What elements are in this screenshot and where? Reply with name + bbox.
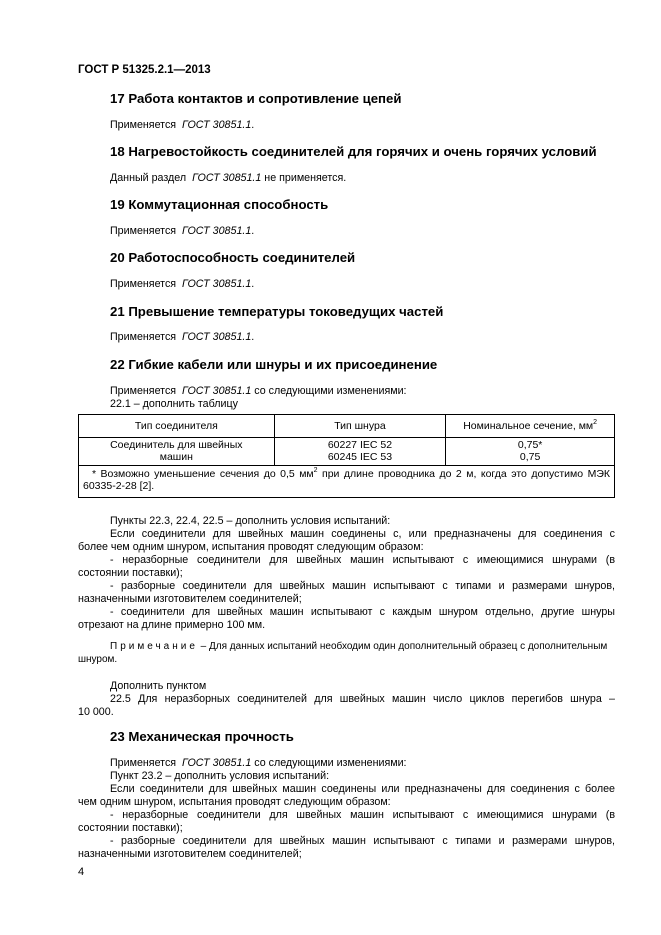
standard-ref: ГОСТ 30851.1 bbox=[182, 119, 252, 131]
standard-ref: ГОСТ 30851.1 bbox=[182, 757, 252, 769]
list-item: состоянии поставки); bbox=[78, 822, 183, 834]
header-connector-type: Тип соединителя bbox=[79, 415, 275, 438]
section-19-title: 19 Коммутационная способность bbox=[110, 197, 329, 212]
cell-cord-type: 60227 IEC 52 60245 IEC 53 bbox=[274, 438, 446, 466]
note-continuation: шнуром. bbox=[78, 654, 118, 665]
list-item: назначенными изготовителем соединителей; bbox=[78, 593, 302, 605]
section-22-title: 22 Гибкие кабели или шнуры и их присоединение bbox=[110, 357, 438, 372]
paragraph: 22.5 Для неразборных соединителей для швейных машин число циклов перегибов шнура – bbox=[110, 693, 615, 705]
section-22-table-intro: 22.1 – дополнить таблицу bbox=[110, 398, 238, 410]
section-21-text: Применяется ГОСТ 30851.1. bbox=[110, 331, 255, 343]
list-item: состоянии поставки); bbox=[78, 567, 183, 579]
cell-connector-type: Соединитель для швейных машин bbox=[79, 438, 275, 466]
list-item: - разборные соединители для швейных машин испытывают с типами и размерами шнуров, bbox=[110, 580, 615, 592]
section-20-title: 20 Работоспособность соединителей bbox=[110, 250, 356, 265]
paragraph: Если соединители для швейных машин соединены с, или предназначены для соединения с bbox=[110, 528, 615, 540]
header-cord-type: Тип шнура bbox=[274, 415, 446, 438]
note-label: Примечание bbox=[110, 641, 198, 652]
standard-ref: ГОСТ 30851.1 bbox=[182, 225, 252, 237]
table-row bbox=[79, 438, 615, 466]
list-item: отрезают на длине примерно 100 мм. bbox=[78, 619, 266, 631]
list-item: - соединители для швейных машин испытывают с каждым шнуром отдельно, другие шнуры bbox=[110, 606, 615, 618]
standard-ref: ГОСТ 30851.1 bbox=[182, 278, 252, 290]
section-20-text: Применяется ГОСТ 30851.1. bbox=[110, 278, 255, 290]
cell-cross-section: 0,75* 0,75 bbox=[446, 438, 615, 466]
table-footnote-row bbox=[79, 466, 615, 498]
paragraph: более чем одним шнуром, испытания проводят следующим образом: bbox=[78, 541, 424, 553]
paragraph: Дополнить пунктом bbox=[110, 680, 207, 692]
paragraph: Если соединители для швейных машин соединены или предназначены для соединения с более bbox=[110, 783, 615, 795]
document-header: ГОСТ Р 51325.2.1—2013 bbox=[78, 64, 211, 76]
section-23-title: 23 Механическая прочность bbox=[110, 729, 294, 744]
connector-table bbox=[78, 414, 615, 498]
standard-ref: ГОСТ 30851.1 bbox=[182, 385, 252, 397]
paragraph: чем одним шнуром, испытания проводят следующим образом: bbox=[78, 796, 391, 808]
text-prefix: Применяется bbox=[110, 119, 177, 131]
list-item: - разборные соединители для швейных машин испытывают с типами и размерами шнуров, bbox=[110, 835, 615, 847]
section-17-title: 17 Работа контактов и сопротивление цепей bbox=[110, 91, 402, 106]
section-17-text: Применяется ГОСТ 30851.1. bbox=[110, 119, 255, 131]
standard-ref: ГОСТ 30851.1 bbox=[192, 172, 262, 184]
section-19-text: Применяется ГОСТ 30851.1. bbox=[110, 225, 255, 237]
list-item: - неразборные соединители для швейных машин испытывают с имеющимися шнурами (в bbox=[110, 809, 615, 821]
list-item: - неразборные соединители для швейных машин испытывают с имеющимися шнурами (в bbox=[110, 554, 615, 566]
page-number: 4 bbox=[78, 866, 85, 878]
paragraph: Пункты 22.3, 22.4, 22.5 – дополнить условия испытаний: bbox=[110, 515, 391, 527]
table-header-row bbox=[79, 415, 615, 438]
standard-ref: ГОСТ 30851.1 bbox=[182, 331, 252, 343]
list-item: назначенными изготовителем соединителей; bbox=[78, 848, 302, 860]
note: Примечание – Для данных испытаний необходим один дополнительный образец с дополнительным bbox=[110, 641, 608, 652]
section-18-text: Данный раздел ГОСТ 30851.1 не применяется. bbox=[110, 172, 347, 184]
section-23-intro: Применяется ГОСТ 30851.1 со следующими изменениями: bbox=[110, 757, 407, 769]
paragraph: Пункт 23.2 – дополнить условия испытаний: bbox=[110, 770, 330, 782]
section-18-title: 18 Нагревостойкость соединителей для горячих и очень горячих условий bbox=[110, 144, 597, 159]
paragraph: 10 000. bbox=[78, 706, 114, 718]
section-21-title: 21 Превышение температуры токоведущих частей bbox=[110, 304, 444, 319]
section-22-intro: Применяется ГОСТ 30851.1 со следующими изменениями: bbox=[110, 385, 407, 397]
table-footnote: * Возможно уменьшение сечения до 0,5 $мм^2$ при длине проводника до 2 м, когда это допустимо МЭК 60335-2-28 [2]. bbox=[79, 466, 615, 498]
header-cross-section: Номинальное сечение, $мм^2$ bbox=[446, 415, 615, 438]
